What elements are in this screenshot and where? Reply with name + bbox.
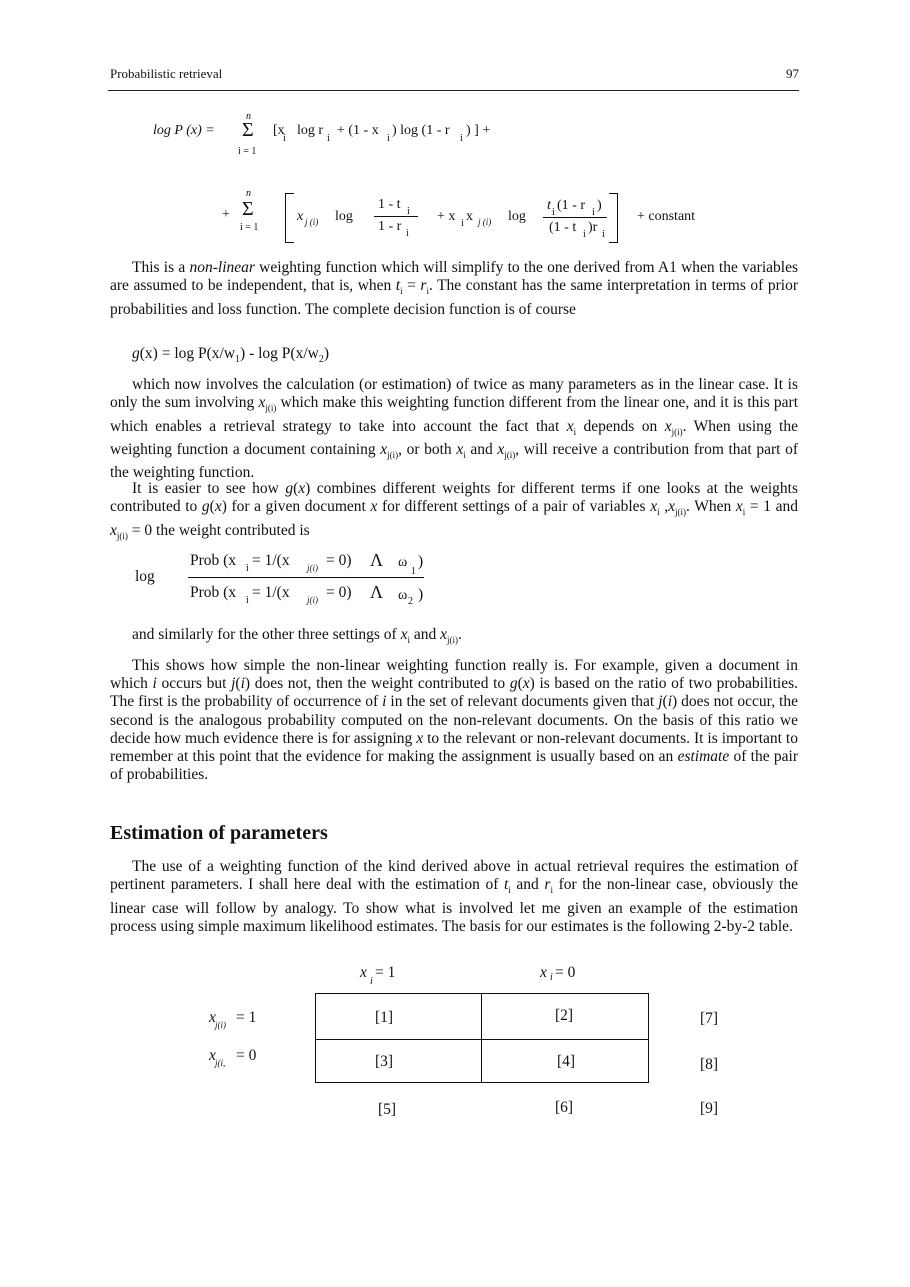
eq4-log: log bbox=[135, 568, 155, 585]
col2-value: = 0 bbox=[555, 964, 576, 981]
eq2-plus: + bbox=[222, 207, 230, 222]
eq2-sub-ji-b: j (i) bbox=[478, 217, 492, 227]
paragraph-3: It is easier to see how g(x) combines different weights for different terms if one looks at the weights contributed to g(x) for a given document x for different settings of a pair of variables $x_i$ $,x_{j(i)}$. When $x_i = 1$ and $x_{j(i)} = 0$ the weight contributed is bbox=[110, 480, 798, 541]
eq1-sub-2: i bbox=[327, 133, 330, 144]
col2-x: x bbox=[540, 964, 547, 981]
running-header: Probabilistic retrieval bbox=[110, 66, 223, 81]
eq2-sigma: Σ bbox=[242, 198, 254, 220]
eq2-sum-top: n bbox=[246, 188, 251, 199]
eq4-num-sub-i: i bbox=[246, 563, 249, 574]
eq1-body-d: ) log (1 - r bbox=[392, 123, 450, 138]
eq2-sub-i: i bbox=[461, 218, 464, 229]
cell-1: [1] bbox=[375, 1009, 394, 1026]
eq4-fraction-line bbox=[188, 577, 424, 578]
col2-sub: i bbox=[550, 972, 553, 983]
eq2-frac2-num-end: ) bbox=[597, 198, 602, 213]
row1-sub: j(i) bbox=[215, 1020, 226, 1030]
eq1-body-a: [x bbox=[273, 123, 285, 138]
eq2-frac2-num: t bbox=[547, 198, 551, 213]
eq4-num: Prob (x bbox=[190, 552, 237, 569]
cell-5: [5] bbox=[378, 1101, 397, 1118]
eq2-log2: log bbox=[508, 209, 526, 224]
eq2-log1: log bbox=[335, 209, 353, 224]
eq2-frac2-num-sub-2: i bbox=[592, 207, 595, 218]
eq2-sub-ji: j (i) bbox=[305, 217, 319, 227]
eq2-frac1-den: 1 - r bbox=[378, 219, 402, 234]
col1-sub: i bbox=[370, 976, 373, 987]
cell-8: [8] bbox=[700, 1056, 719, 1073]
eq4-omega-sub-2: 2 bbox=[408, 596, 413, 607]
paragraph-4: and similarly for the other three settings of $x_i$ and $x_{j(i)}$. bbox=[132, 626, 462, 646]
eq1-sub-4: i bbox=[460, 133, 463, 144]
eq1-lhs: log P (x) = bbox=[153, 123, 215, 138]
table-horizontal-divider bbox=[316, 1039, 648, 1040]
cell-7: [7] bbox=[700, 1010, 719, 1027]
eq2-frac1-den-sub: i bbox=[406, 228, 409, 239]
eq4-close-1: ) bbox=[418, 553, 424, 570]
eq4-omega-1: ω bbox=[398, 555, 408, 570]
cell-4: [4] bbox=[557, 1053, 576, 1070]
eq2-right-bracket bbox=[609, 193, 618, 243]
eq4-close-2: ) bbox=[418, 586, 424, 603]
paragraph-6: The use of a weighting function of the kind derived above in actual retrieval requires the estimation of pertinent parameters. I shall here deal with the estimation of $t_i$ and $r_i$ for the non-linear case, obviously the linear case will follow by analogy. To show what is involved let me given an example of the estimation process using simple maximum likelihood estimates. The basis for our estimates is the following 2-by-2 table. bbox=[110, 858, 798, 935]
eq1-body-c: + (1 - x bbox=[337, 123, 379, 138]
cell-3: [3] bbox=[375, 1053, 394, 1070]
section-heading: Estimation of parameters bbox=[110, 822, 328, 844]
eq2-frac2-den-sub-2: i bbox=[602, 229, 605, 240]
eq4-den-end: = 0) bbox=[326, 584, 352, 601]
eq4-den: Prob (x bbox=[190, 584, 237, 601]
cell-2: [2] bbox=[555, 1007, 574, 1024]
cell-9: [9] bbox=[700, 1100, 719, 1117]
cell-6: [6] bbox=[555, 1099, 574, 1116]
row1-x: x bbox=[209, 1009, 216, 1026]
eq4-den-sub-i: i bbox=[246, 595, 249, 606]
table-grid bbox=[315, 993, 649, 1083]
row2-value: = 0 bbox=[236, 1047, 257, 1064]
eq4-lambda-2: Λ bbox=[370, 582, 384, 602]
header-rule bbox=[108, 90, 799, 91]
eq2-x-ji: x bbox=[297, 209, 304, 224]
eq2-frac1-line bbox=[374, 216, 418, 217]
row1-value: = 1 bbox=[236, 1009, 257, 1026]
eq2-left-bracket bbox=[285, 193, 294, 243]
eq2-frac2-den-rest: )r bbox=[588, 220, 598, 235]
eq2-frac2-den-sub-1: i bbox=[583, 229, 586, 240]
eq1-sigma: Σ bbox=[242, 119, 254, 141]
row2-x: x bbox=[209, 1047, 216, 1064]
eq1-sum-top: n bbox=[246, 111, 251, 122]
eq4-den-mid: = 1/(x bbox=[252, 584, 290, 601]
eq1-sum-bottom: i = 1 bbox=[238, 146, 257, 157]
eq4-lambda-1: Λ bbox=[370, 550, 384, 570]
eq1-body-e: ) ] + bbox=[466, 123, 491, 138]
col1-value: = 1 bbox=[375, 964, 396, 981]
eq2-x-ji-b: x bbox=[466, 209, 473, 224]
paragraph-1: This is a non-linear weighting function which will simplify to the one derived from A1 when the variables are assumed to be independent, that is, when $t_i = r_i$. The constant has the same interpretation in terms of prior probabilities and loss function. The complete decision function is of course bbox=[110, 259, 798, 318]
eq2-constant: + constant bbox=[637, 209, 696, 224]
eq2-frac2-line bbox=[543, 217, 607, 218]
eq2-frac2-num-rest: (1 - r bbox=[557, 198, 585, 213]
eq2-plus-xi: + x bbox=[437, 209, 456, 224]
paragraph-5: This shows how simple the non-linear weighting function really is. For example, given a document in which i occurs but j(i) does not, then the weight contributed to g(x) is based on the ratio of two probabilities. The first is the probability of occurrence of i in the set of relevant documents given that j(i) does not occur, the second is the analogous probability computed on the non-relevant documents. On the basis of this ratio we decide how much evidence there is for assigning x to the relevant or non-relevant documents. It is important to remember at this point that the evidence for making the assignment is usually based on an estimate of the pair of probabilities. bbox=[110, 657, 798, 784]
equation-3: $g(x) = \log P(x/w_1) - \log P(x/w_2)$ bbox=[132, 345, 329, 366]
eq1-sub-1: i bbox=[283, 133, 286, 144]
eq2-frac2-num-sub-1: i bbox=[552, 207, 555, 218]
eq4-num-mid: = 1/(x bbox=[252, 552, 290, 569]
eq1-body-b: log r bbox=[297, 123, 324, 138]
eq2-sum-bottom: i = 1 bbox=[240, 222, 259, 233]
eq2-frac1-num-sub: i bbox=[407, 206, 410, 217]
eq2-frac2-den: (1 - t bbox=[549, 220, 577, 235]
eq1-sub-3: i bbox=[387, 133, 390, 144]
eq2-frac1-num: 1 - t bbox=[378, 197, 401, 212]
col1-x: x bbox=[360, 964, 367, 981]
table-vertical-divider bbox=[481, 994, 482, 1082]
eq4-num-end: = 0) bbox=[326, 552, 352, 569]
page-number: 97 bbox=[786, 66, 799, 81]
eq4-omega-2: ω bbox=[398, 588, 408, 603]
eq4-den-sub-j: j(i) bbox=[307, 595, 318, 605]
paragraph-2: which now involves the calculation (or estimation) of twice as many parameters as in the linear case. It is only the sum involving $x_{j(i)}$ which make this weighting function different from the linear one, and it is this part which enables a retrieval strategy to take into account the fact that $x_i$ depends on $x_{j(i)}$. When using the weighting function a document containing $x_{j(i)}$, or both $x_i$ and $x_{j(i)}$, will receive a contribution from that part of the weighting function. bbox=[110, 376, 799, 482]
eq4-omega-sub-1: 1 bbox=[411, 566, 416, 577]
eq4-num-sub-j: j(i) bbox=[307, 563, 318, 573]
row2-sub: j(i, bbox=[215, 1058, 226, 1068]
